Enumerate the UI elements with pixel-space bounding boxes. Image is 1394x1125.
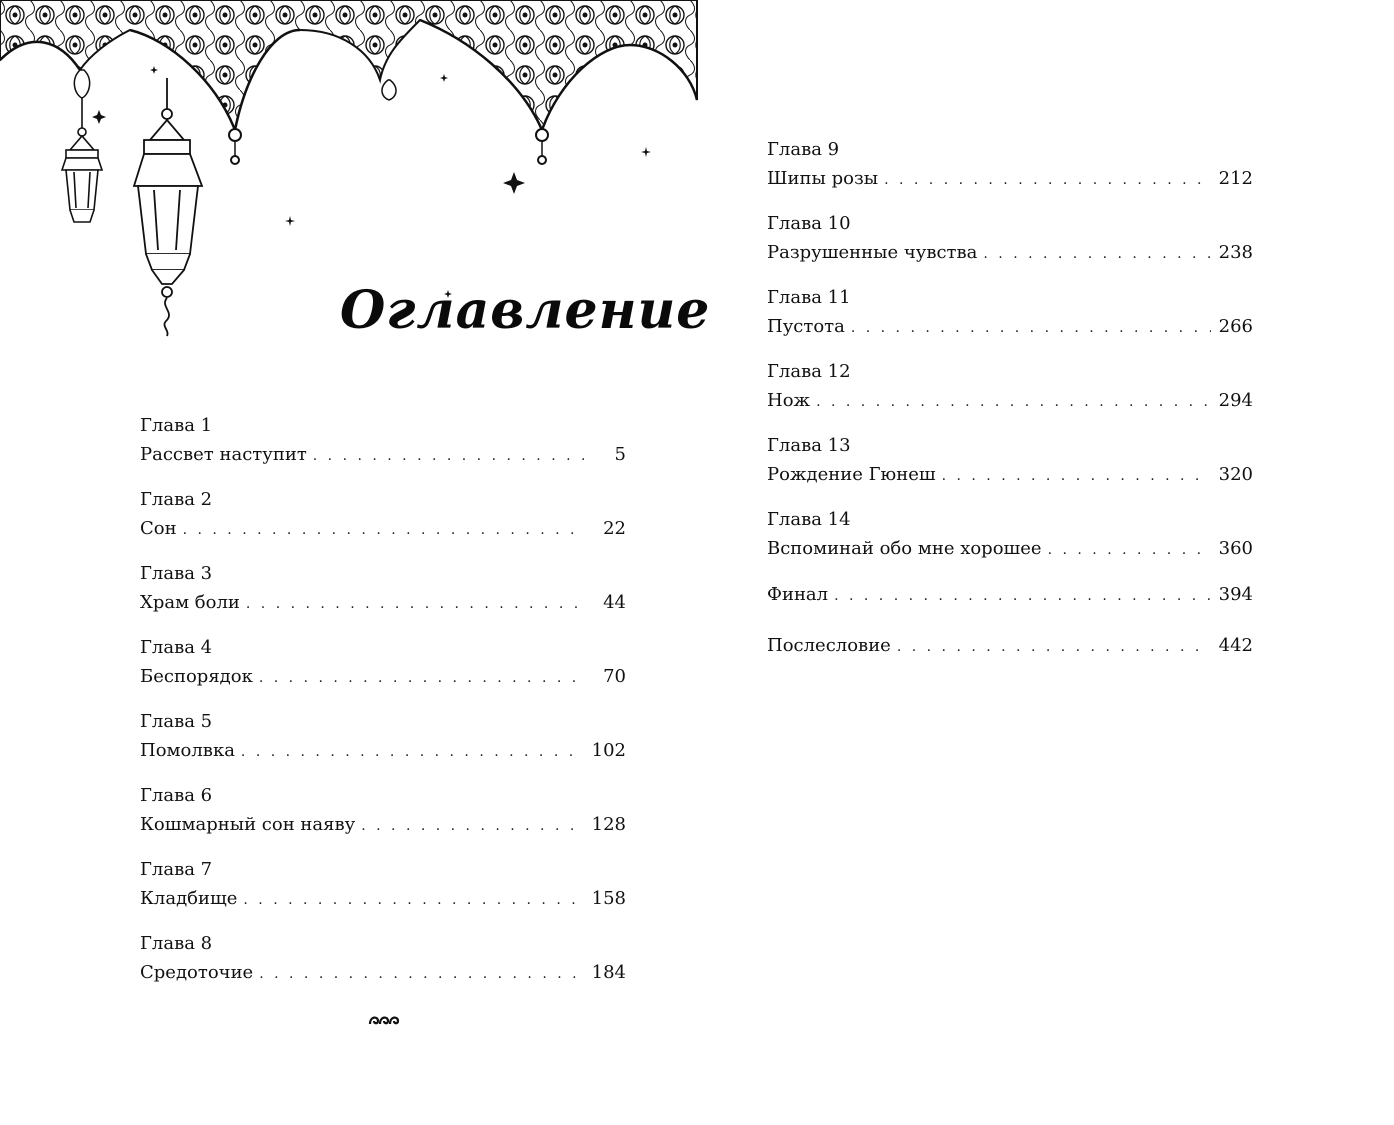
chapter-number: Глава 13	[767, 435, 851, 456]
chapter-number: Глава 9	[767, 139, 840, 160]
chapter-title: Нож	[767, 390, 811, 411]
dot-leader	[942, 462, 1211, 491]
toc-entry[interactable]	[767, 358, 1253, 415]
page-number: 44	[603, 592, 626, 613]
hanging-lantern-icon-large	[134, 78, 202, 336]
dot-leader	[816, 388, 1211, 417]
dot-leader	[313, 442, 584, 471]
page-number: 22	[603, 518, 626, 539]
page-title: Оглавление	[340, 280, 711, 341]
dot-leader	[983, 240, 1211, 269]
chapter-title: Рождение Гюнеш	[767, 464, 936, 485]
toc-entry[interactable]	[140, 930, 626, 987]
dot-leader	[361, 812, 584, 841]
toc-column-right	[767, 136, 1253, 682]
dot-leader	[1048, 536, 1211, 565]
toc-entry[interactable]	[140, 708, 626, 765]
dot-leader	[259, 960, 584, 989]
page-number: 294	[1218, 390, 1253, 411]
chapter-title: Кладбище	[140, 888, 238, 909]
page-number: 158	[591, 888, 626, 909]
toc-entry-final[interactable]	[767, 580, 1253, 609]
dot-leader	[241, 738, 584, 767]
toc-entry[interactable]	[767, 284, 1253, 341]
dot-leader	[259, 664, 584, 693]
chapter-title: Рассвет наступит	[140, 444, 307, 465]
chapter-number: Глава 10	[767, 213, 851, 234]
page-number: 212	[1218, 168, 1253, 189]
dot-leader	[183, 516, 584, 545]
toc-entry[interactable]	[767, 210, 1253, 267]
toc-entry[interactable]	[140, 560, 626, 617]
page-number: 102	[591, 740, 626, 761]
chapter-number: Глава 6	[140, 785, 213, 806]
chapter-number: Глава 4	[140, 637, 213, 658]
dot-leader	[834, 582, 1211, 611]
chapter-title: Беспорядок	[140, 666, 253, 687]
ornament-lace-band	[0, 0, 697, 130]
toc-entry[interactable]	[767, 506, 1253, 563]
dot-leader	[851, 314, 1211, 343]
page-number: 70	[603, 666, 626, 687]
section-title: Финал	[767, 584, 829, 605]
section-title: Послесловие	[767, 635, 891, 656]
page-number: 394	[1218, 584, 1253, 605]
page-number: 442	[1218, 635, 1253, 656]
dot-leader	[884, 166, 1211, 195]
page-number: 266	[1218, 316, 1253, 337]
page-number: 360	[1218, 538, 1253, 559]
chapter-title: Разрушенные чувства	[767, 242, 978, 263]
page-number: 238	[1218, 242, 1253, 263]
toc-entry[interactable]	[140, 782, 626, 839]
chapter-number: Глава 5	[140, 711, 213, 732]
chapter-number: Глава 3	[140, 563, 213, 584]
dot-leader	[246, 590, 584, 619]
toc-column-left	[140, 412, 626, 1004]
toc-entry[interactable]	[767, 432, 1253, 489]
chapter-title: Храм боли	[140, 592, 240, 613]
toc-entry[interactable]	[140, 486, 626, 543]
page-number: 128	[591, 814, 626, 835]
chapter-number: Глава 2	[140, 489, 213, 510]
chapter-title: Помолвка	[140, 740, 235, 761]
chapter-title: Шипы розы	[767, 168, 879, 189]
toc-entry-afterword[interactable]	[767, 631, 1253, 660]
chapter-title: Кошмарный сон наяву	[140, 814, 356, 835]
page-number: 320	[1218, 464, 1253, 485]
chapter-title: Пустота	[767, 316, 845, 337]
page-number: 5	[614, 444, 626, 465]
chapter-number: Глава 1	[140, 415, 213, 436]
page-number: 184	[591, 962, 626, 983]
toc-entry[interactable]	[140, 856, 626, 913]
dot-leader	[243, 886, 584, 915]
toc-entry[interactable]	[767, 136, 1253, 193]
chapter-number: Глава 8	[140, 933, 213, 954]
dot-leader	[897, 633, 1211, 662]
chapter-title: Средоточие	[140, 962, 254, 983]
chapter-title: Вспоминай обо мне хорошее	[767, 538, 1042, 559]
chapter-number: Глава 12	[767, 361, 851, 382]
chapter-number: Глава 7	[140, 859, 213, 880]
chapter-number: Глава 11	[767, 287, 851, 308]
toc-entry[interactable]	[140, 634, 626, 691]
toc-entry[interactable]	[140, 412, 626, 469]
swirl-divider-icon	[368, 1012, 400, 1028]
chapter-title: Сон	[140, 518, 177, 539]
chapter-number: Глава 14	[767, 509, 851, 530]
